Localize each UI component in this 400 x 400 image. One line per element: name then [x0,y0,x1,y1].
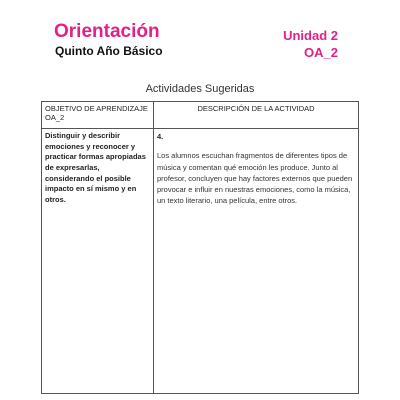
activity-number: 4. [157,132,164,141]
table-row [42,129,359,394]
grade-subtitle: Quinto Año Básico [55,44,163,58]
objective-cell: Distinguir y describir emociones y reconocer y practicar formas apropiadas de expresarlas, considerando el posible impacto en sí mismo y en otros. [42,129,154,394]
objective-column-header: OBJETIVO DE APRENDIZAJE OA_2 [42,102,154,129]
description-cell [154,129,359,394]
unit-label: Unidad 2 [283,28,338,43]
page-title: Orientación [54,21,160,42]
section-title: Actividades Sugeridas [145,83,255,95]
oa-label: OA_2 [304,45,338,60]
table-header-row [42,102,359,129]
activity-description: Los alumnos escuchan fragmentos de diferentes tipos de música y comentan qué emoción les produce. Junto al profesor, concluyen que hay factores externos que pueden provocar e influir en nuestras emociones, como la música, un texto literario, una película, entre otros. [157,151,353,206]
activity-table [41,101,359,394]
description-column-header: DESCRIPCIÓN DE LA ACTIVIDAD [154,102,359,129]
